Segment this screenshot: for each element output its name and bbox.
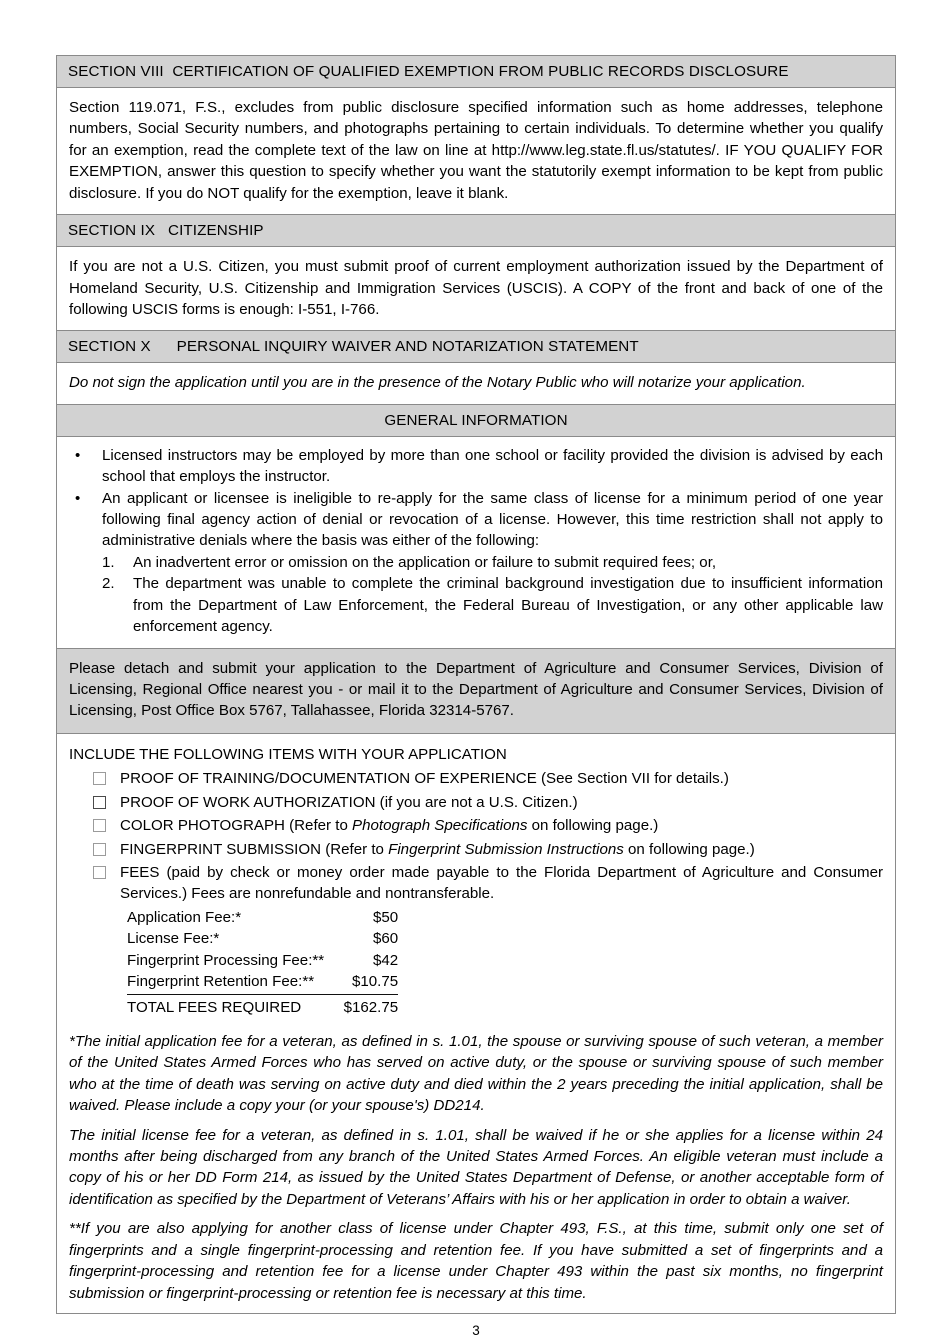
checklist-label: PROOF OF WORK AUTHORIZATION (if you are not a U.S. Citizen.) [120, 793, 578, 811]
checklist-label: FEES (paid by check or money order made payable to the Florida Department of Agriculture and Consumer Services.) Fees are nonrefundable and nontransferable. [120, 863, 883, 903]
fee-label: License Fee:* [127, 930, 220, 948]
section-viii-body: Section 119.071, F.S., excludes from public disclosure specified information such as home addresses, telephone numbers, Social Security numbers, and photographs pertaining to certain individuals. To determine whether you qualify for an exemption, read the complete text of the law on line at http://www.leg.state.fl.us/statutes/. IF YOU QUALIFY FOR EXEMPTION, answer this question to specify whether you want the statutorily exempt information to be kept from public disclosure. If you do NOT qualify for the exemption, leave it blank. [57, 88, 895, 215]
section-x-header: SECTION X PERSONAL INQUIRY WAIVER AND NOTARIZATION STATEMENT [57, 331, 895, 363]
checkbox-icon[interactable] [93, 843, 106, 856]
list-item-text: An inadvertent error or omission on the application or failure to submit required fees; or, [133, 553, 717, 571]
checklist-label [120, 839, 883, 860]
checklist-title: INCLUDE THE FOLLOWING ITEMS WITH YOUR APPLICATION [69, 745, 507, 763]
fee-footnotes [57, 1024, 895, 1313]
checklist-label-pre: FINGERPRINT SUBMISSION (Refer to [120, 840, 389, 858]
checklist-label-post: on following page.) [623, 840, 755, 858]
fee-amount: $60 [372, 930, 399, 948]
general-info-numbered-list [69, 552, 883, 638]
checklist-row-proof-of-training[interactable] [69, 768, 883, 789]
document-frame [56, 55, 896, 1314]
checklist-label: PROOF OF TRAINING/DOCUMENTATION OF EXPERIENCE (See Section VII for details.) [120, 770, 729, 788]
fee-amount: $50 [372, 908, 399, 926]
list-item [69, 552, 883, 573]
table-row [127, 928, 398, 949]
list-item-marker: 2. [102, 575, 115, 593]
general-information-header: GENERAL INFORMATION [57, 405, 895, 437]
list-item-marker: 1. [102, 553, 115, 571]
footnote-fingerprint-fee: **If you are also applying for another class of license under Chapter 493, F.S., at this time, submit only one set of fingerprints and a single fingerprint-processing and retention fee. If you have submitted a set of fingerprints and a fingerprint-processing and retention fee for a license under Chapter 493 within the past six months, no fingerprint submission or fingerprint-processing or retention fee is necessary at this time. [69, 1220, 883, 1302]
section-ix-header: SECTION IX CITIZENSHIP [57, 215, 895, 247]
checkbox-icon[interactable] [93, 796, 106, 809]
fee-amount: $42 [372, 951, 399, 969]
general-info-bullet-text: Licensed instructors may be employed by more than one school or facility provided the division is advised by each school that employs the instructor. [102, 446, 883, 486]
checklist-row-color-photograph[interactable] [69, 815, 883, 836]
checklist-label-pre: COLOR PHOTOGRAPH (Refer to [120, 817, 353, 835]
fee-table [127, 907, 398, 1018]
list-item-text: The department was unable to complete the criminal background investigation due to insufficient information from the Department of Law Enforcement, the Federal Bureau of Investigation, or any other applicable law enforcement agency. [133, 575, 883, 636]
checkbox-icon[interactable] [93, 819, 106, 832]
checklist-row-fees[interactable] [69, 862, 883, 905]
table-row [127, 907, 398, 928]
bullet-marker-icon: • [75, 489, 81, 507]
section-viii-header: SECTION VIII CERTIFICATION OF QUALIFIED EXEMPTION FROM PUBLIC RECORDS DISCLOSURE [57, 56, 895, 88]
checklist-label-post: on following page.) [527, 817, 659, 835]
list-item [69, 573, 883, 637]
general-info-bullet [69, 445, 883, 488]
section-x-body: Do not sign the application until you are in the presence of the Notary Public who will notarize your application. [57, 363, 895, 404]
checklist-label-emphasis: Fingerprint Submission Instructions [388, 840, 624, 858]
general-info-bullet [69, 488, 883, 552]
section-ix-body: If you are not a U.S. Citizen, you must submit proof of current employment authorization issued by the Department of Homeland Security, U.S. Citizenship and Immigration Services (USCIS). A COPY of the front and back of one of the following USCIS forms is enough: I-551, I-766. [57, 247, 895, 331]
general-info-bullet-text: An applicant or licensee is ineligible to re-apply for the same class of license for a minimum period of one year following final agency action of denial or revocation of a license. However, this time restriction shall not apply to administrative denials where the basis was either of the following: [102, 489, 883, 550]
footnote-application-fee-waiver: *The initial application fee for a veteran, as defined in s. 1.01, the spouse or surviving spouse of such veteran, a member of the United States Armed Forces who has served on active duty, or the spouse or surviving spouse of such member who at the time of death was serving on active duty and died within the 2 years preceding the initial application, shall be waived. Please include a copy your (or your spouse's) DD214. [69, 1032, 883, 1115]
checklist-row-fingerprint-submission[interactable] [69, 839, 883, 860]
general-information-body [57, 437, 895, 649]
fee-amount: $10.75 [324, 971, 398, 994]
checkbox-icon[interactable] [93, 866, 106, 879]
fee-label: Fingerprint Retention Fee:** [127, 971, 324, 994]
checklist-row-work-authorization[interactable] [69, 792, 883, 813]
application-checklist [57, 734, 895, 1024]
table-row [127, 971, 398, 994]
footnote-license-fee-waiver: The initial license fee for a veteran, as defined in s. 1.01, shall be waived if he or she applies for a license within 24 months after being discharged from any branch of the United States Armed Forces. An eligible veteran must include a copy of his or her DD Form 214, as issued by the United States Department of Defense, or another acceptable form of identification as specified by the Department of Veterans’ Affairs with his or her application in order to obtain a waiver. [69, 1126, 883, 1208]
total-fees-label: TOTAL FEES REQUIRED [127, 998, 302, 1016]
table-row-total [127, 994, 398, 1018]
total-fees-amount: $162.75 [343, 998, 399, 1016]
bullet-marker-icon: • [75, 446, 81, 464]
checkbox-icon[interactable] [93, 772, 106, 785]
checklist-label-emphasis: Photograph Specifications [352, 817, 528, 835]
fee-label: Fingerprint Processing Fee:** [127, 951, 325, 969]
table-row [127, 950, 398, 971]
detach-notice: Please detach and submit your application to the Department of Agriculture and Consumer Services, Division of Licensing, Regional Office nearest you - or mail it to the Department of Agriculture and Consumer Services, Division of Licensing, Post Office Box 5767, Tallahassee, Florida 32314-5767. [57, 649, 895, 734]
page-number: 3 [472, 1322, 480, 1338]
checklist-label [120, 815, 883, 836]
fee-label: Application Fee:* [127, 908, 242, 926]
